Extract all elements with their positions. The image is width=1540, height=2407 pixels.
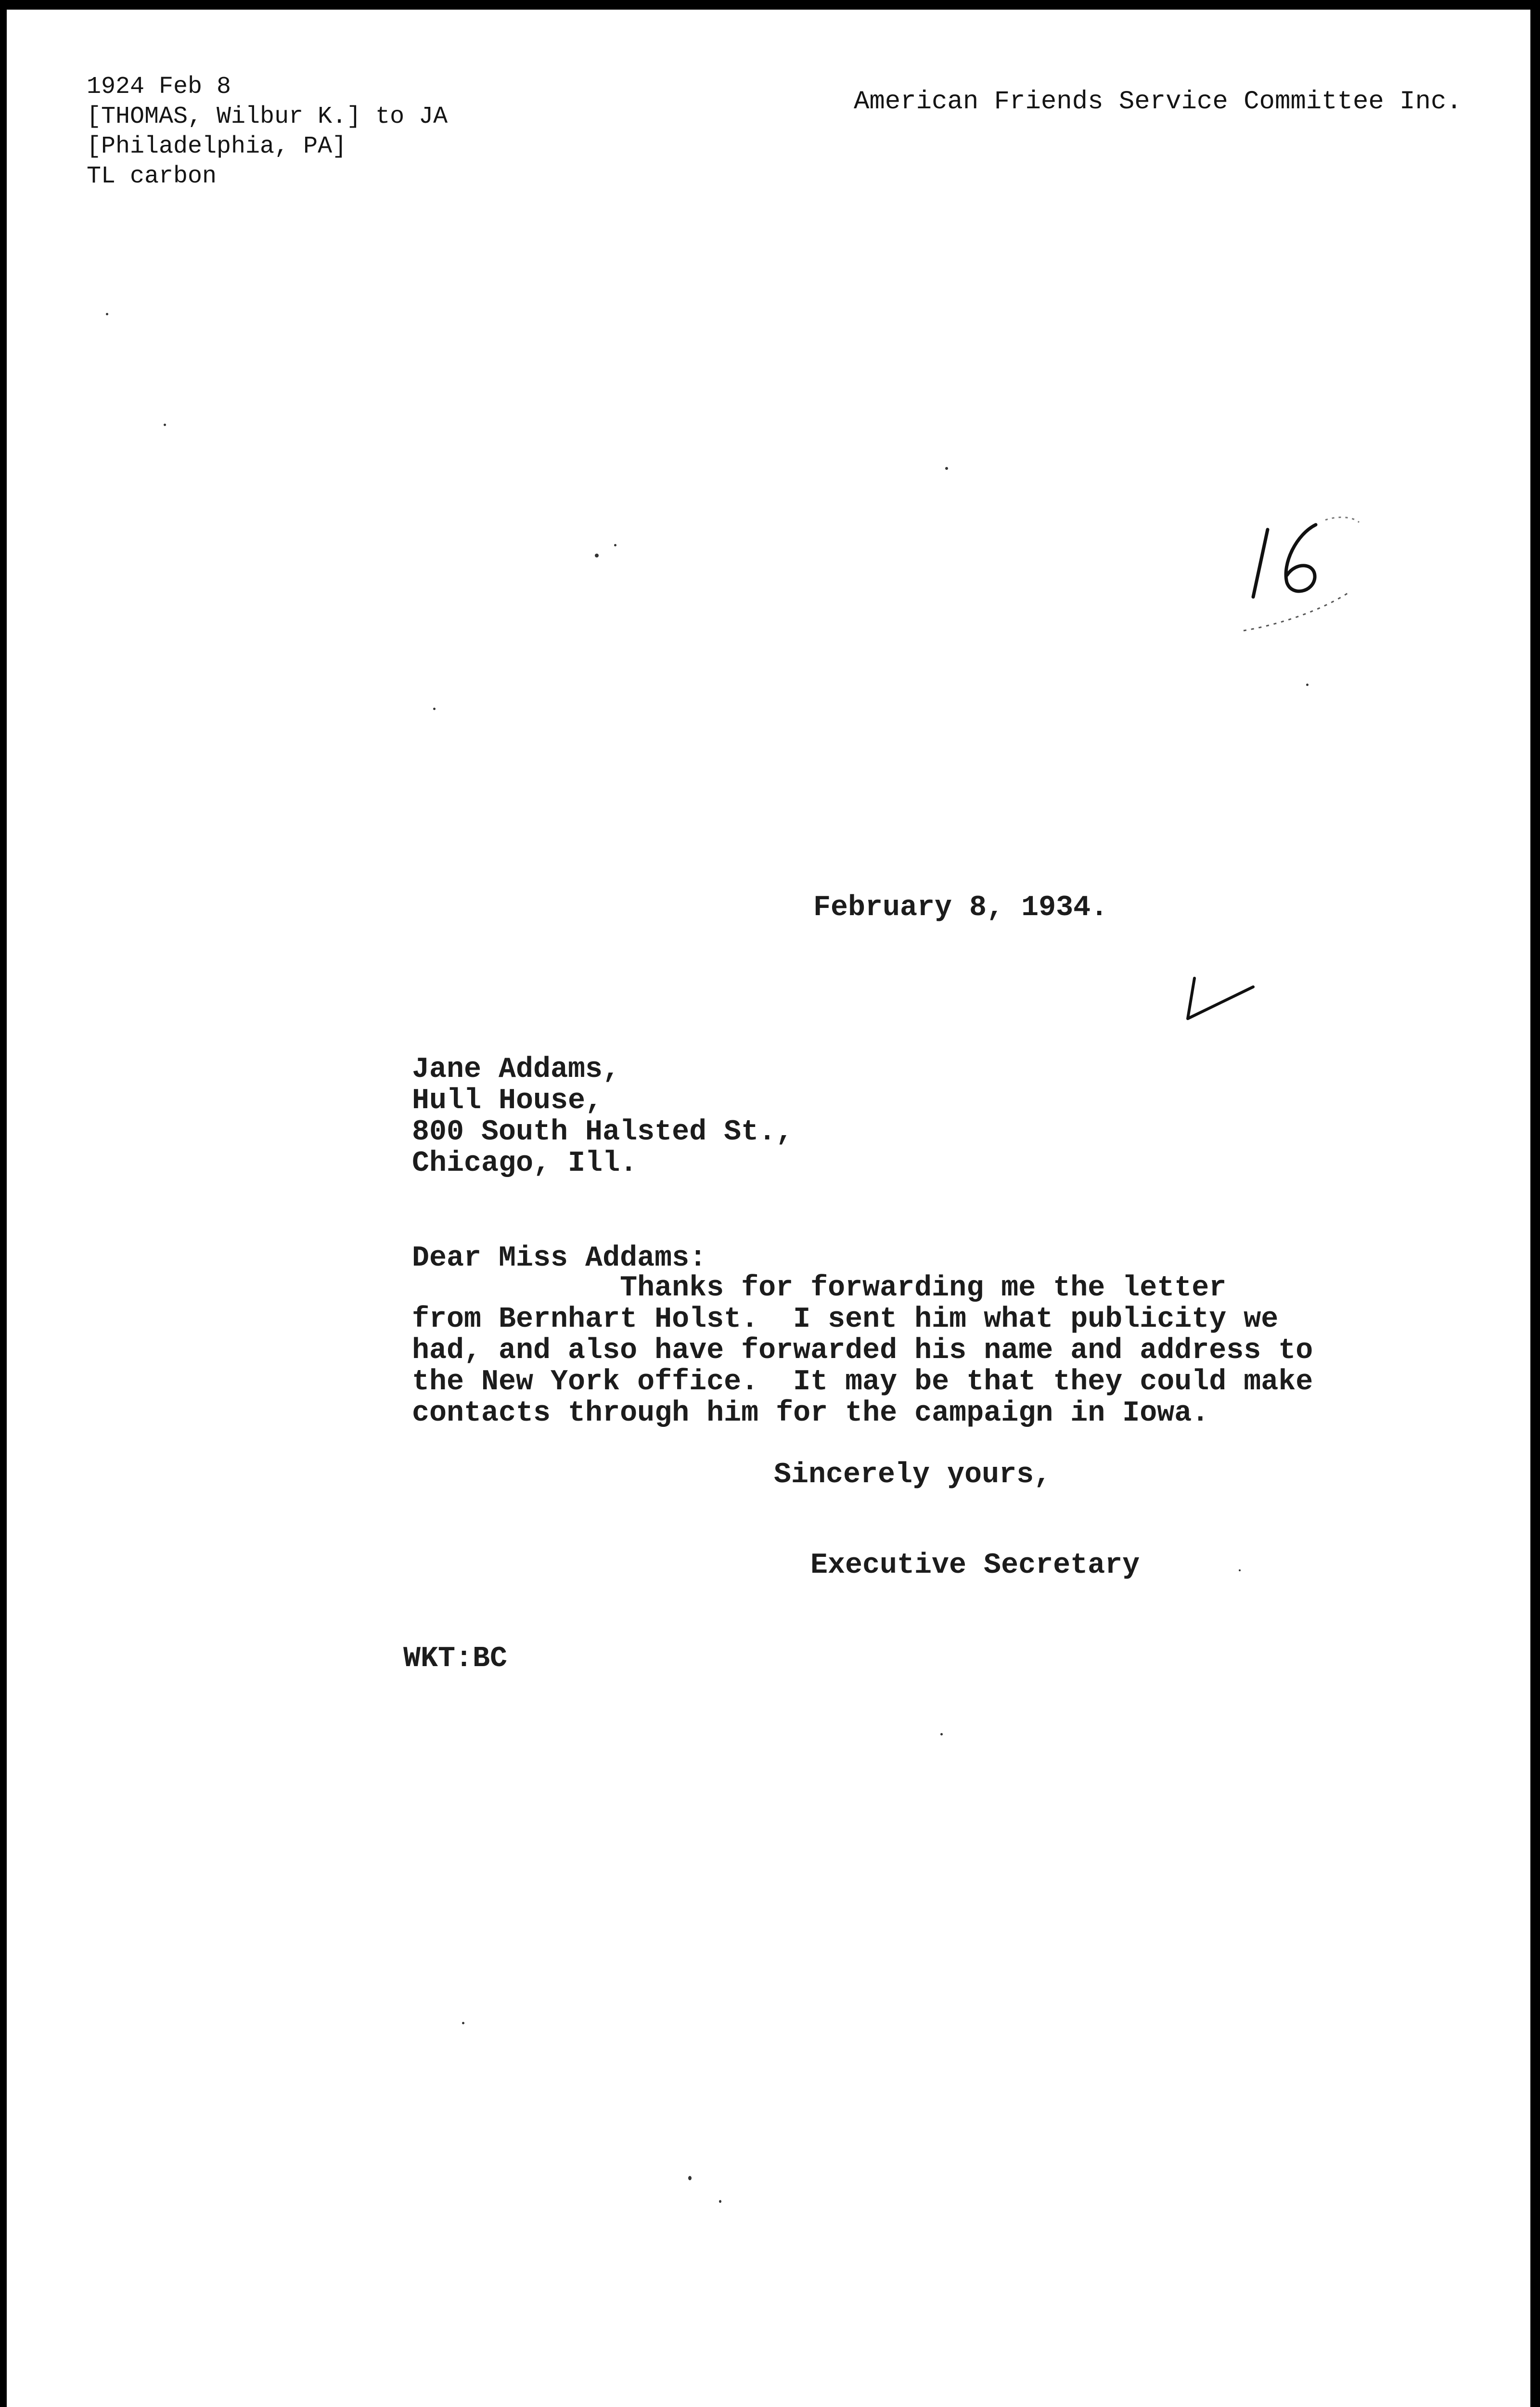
speck [462,2022,464,2024]
speck [614,544,616,546]
handwritten-page-number [1229,510,1373,635]
body-line: had, and also have forwarded his name and address to [412,1334,1313,1367]
letter-date: February 8, 1934. [813,892,1108,924]
organization-header: American Friends Service Committee Inc. [854,87,1462,116]
speck [433,708,436,710]
closing: Sincerely yours, [774,1459,1052,1491]
check-mark [1181,972,1258,1025]
typist-initials: WKT:BC [403,1643,508,1675]
archive-note-line: 1924 Feb 8 [87,73,231,101]
speck [164,424,166,426]
letter-body [412,1273,1313,1429]
body-line: Thanks for forwarding me the letter [412,1272,1227,1305]
recipient-address [412,1054,793,1179]
archive-note-line: TL carbon [87,163,217,190]
salutation: Dear Miss Addams: [412,1242,707,1275]
signature-title: Executive Secretary [810,1549,1140,1582]
body-line: the New York office. It may be that they could make [412,1366,1313,1398]
body-line: from Bernhart Holst. I sent him what publicity we [412,1303,1279,1336]
speck [945,467,948,470]
speck [1239,1569,1241,1571]
address-line: Hull House, [412,1085,603,1117]
speck [719,2200,721,2203]
archive-note-line: [THOMAS, Wilbur K.] to JA [87,103,448,130]
speck [940,1733,943,1735]
speck [1306,684,1309,686]
body-line: contacts through him for the campaign in Iowa. [412,1397,1209,1430]
address-line: 800 South Halsted St., [412,1116,794,1149]
speck [595,554,599,557]
archive-note-line: [Philadelphia, PA] [87,133,347,160]
letter-page [7,10,1530,2407]
speck [688,2176,692,2180]
address-line: Chicago, Ill. [412,1147,638,1180]
speck [106,313,108,315]
address-line: Jane Addams, [412,1053,620,1086]
archive-note [87,72,448,192]
